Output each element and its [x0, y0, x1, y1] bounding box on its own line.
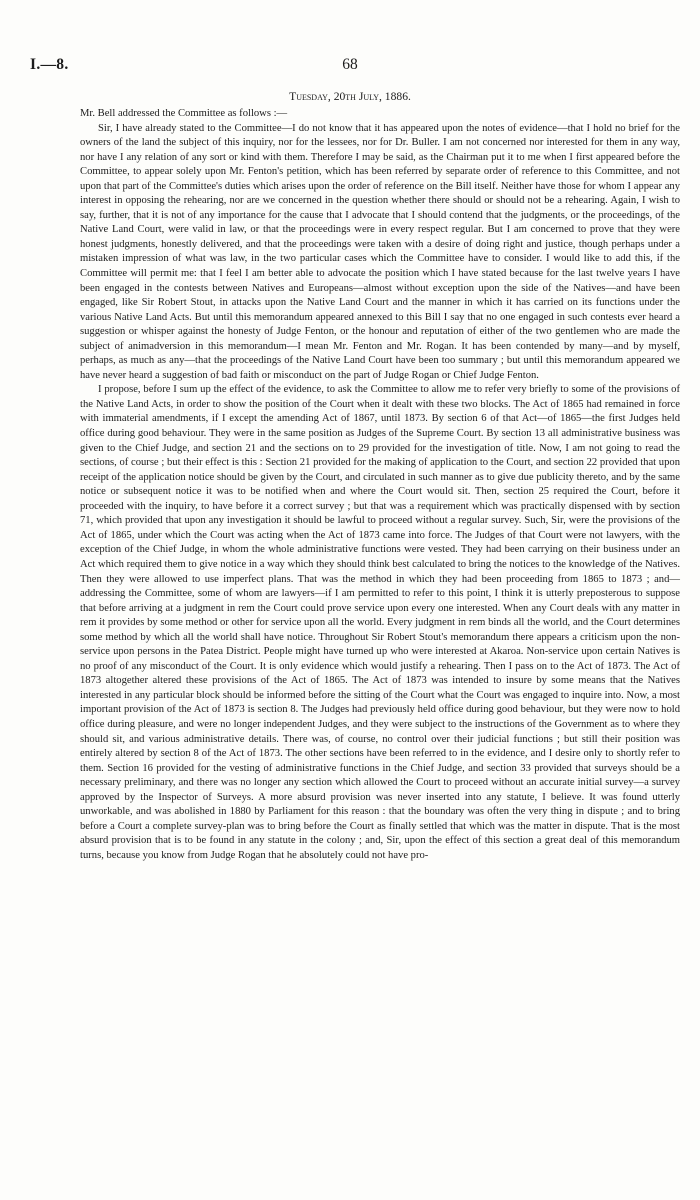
paragraph: Sir, I have already stated to the Committee—I do not know that it has appeared upon the notes of evidence—that I hold no brief for the owners of the land the subject of this inquiry, nor for the lessees, nor for Dr. Buller. I am not concerned nor interested for them in any way, nor have I any relation of any sort or kind with them. Therefore I may be said, as the Chairman put it to me when I first appeared before the Committee, to appear solely upon Mr. Fenton's petition, which has been referred by separate order of reference to this Committee, and not upon that part of the Committee's duties which arises upon the order of reference on the Bill itself. Neither have those for whom I appear any interest in opposing the rehearing, nor are we concerned in the question whether there should or should not be a rehearing. Again, I wish to say, further, that it is not of any importance for the cause that I advocate that I should contend that the judgments, or the proceedings, of the Native Land Court, were valid in law, or that the proceedings were in every respect regular. But I am concerned to prove that they were honest judgments, honestly delivered, and that the proceedings were taken with a desire of doing right and justice, though perhaps under a mistaken impression of what was law, in the two particular cases which the Committee have to consider. I would like to add this, if the Committee will permit me: that I feel I am better able to advocate the position which I have stated because for the last twelve years I have been engaged in the contests between Natives and Europeans—almost without exception upon the side of the Natives—and have been engaged, like Sir Robert Stout, in attacks upon the Native Land Court and the manner in which it has carried on its functions under the various Native Land Acts. But until this memorandum appeared annexed to this Bill I say that no one engaged in such contests ever heard a suggestion or whisper against the honesty of Judge Fenton, or the honour and reputation of either of the two gentlemen who are made the subject of animadversion in this memorandum—I mean Mr. Fenton and Mr. Rogan. It has been contended by many—and by myself, perhaps, as much as any—that the proceedings of the Native Land Court have been too summary ; but until this memorandum appeared we have never heard a suggestion of bad faith or misconduct on the part of Judge Rogan or Chief Judge Fenton. — [80, 122, 680, 381]
document-reference: I.—8. — [30, 56, 69, 73]
page-number: 68 — [342, 56, 358, 73]
speaker-intro: Mr. Bell addressed the Committee as follows :— — [80, 108, 288, 119]
document-body — [80, 107, 680, 863]
sitting-date: Tuesday, 20th July, 1886. — [289, 90, 411, 103]
paragraph: I propose, before I sum up the effect of the evidence, to ask the Committee to allow me to refer very briefly to some of the provisions of the Native Land Acts, in order to show the position of the Court when it dealt with these two blocks. The Act of 1865 had remained in force with immaterial amendments, if I except the amending Act of 1867, until 1873. By section 6 of that Act—of 1865—the first Judges held office during good behaviour. They were in the same position as Judges of the Supreme Court. By section 13 all administrative business was given to the Chief Judge, and section 21 and the sections on to 29 provided for the investigation of title. Now, I am not going to read the sections, of course ; but their effect is this : Section 21 provided for the making of application to the Court, and section 22 provided that upon receipt of the application notice should be given by the Court, and circulated in such manner as to give due publicity thereto, and by the same notice or subsequent notice it was to be notified when and where the Court would sit. Then, section 25 required the Court, before it proceeded with the inquiry, to have before it a correct survey ; but that was a requirement which was practically dispensed with by section 71, which provided that upon any investigation it should be lawful to proceed without a regular survey. Such, Sir, were the provisions of the Act of 1865, under which the Court was acting when the Act of 1873 came into force. The Judges of that Court were not lawyers, with the exception of the Chief Judge, in whom the whole administrative functions were vested. They had been carrying on their business under an Act which required them to give notice in a way which they should think best calculated to bring the notices to the knowledge of the Natives. Then they were allowed to use imperfect plans. That was the method in which they had been proceeding from 1865 to 1873 ; and—addressing the Committee, some of whom are lawyers—if I am permitted to refer to this point, I think it is utterly preposterous to suppose that before arriving at a judgment in rem the Court could prove service upon every one interested. When any Court deals with any matter in rem it provides by some method or other for service upon all the world. Every judgment in rem binds all the world, and the Court determines some method by which all the world shall have notice. Throughout Sir Robert Stout's memorandum there appears a criticism upon the non-service upon persons in the Patea District. People might have turned up who were interested at Akaroa. Non-service upon certain Natives is no proof of any misconduct of the Court. It is only evidence which would justify a rehearing. Then I pass on to the Act of 1873. The Act of 1873 altogether altered these provisions of the Act of 1865. The Act of 1873 was intended to insure by some means that the Natives interested in any particular block should be informed before the sitting of the Court what the Court was engaged to inquire into. Now, a most important provision of the Act of 1873 is section 8. The Judges had previously held office during good behaviour, but they were now to hold office during pleasure, and were no longer independent Judges, and they were subject to the instructions of the Government as to where they should sit, and various administrative details. There was, of course, no control over their judicial functions ; but still their position was entirely altered by section 8 of the Act of 1873. The other sections have been referred to in the evidence, and I desire only to shortly refer to them. Section 16 provided for the vesting of administrative functions in the Chief Judge, and section 33 provided that surveys should be a necessary preliminary, and there was no longer any section which allowed the Court to proceed without an accurate initial survey—a survey approved by the Inspector of Surveys. A more absurd provision was never inserted into any statute, I believe. It was found utterly unworkable, and was abolished in 1880 by Parliament for this reason : that the boundary was often the very thing in dispute ; and to bring before a Court a complete survey-plan was to bring before the Court as finally settled that which was the matter in dispute. That is the most absurd provision that is to be found in any statute in the colony ; and, Sir, upon the effect of this section a great deal of this memorandum turns, because you know from Judge Rogan that he absolutely could not have pro- — [80, 384, 680, 861]
